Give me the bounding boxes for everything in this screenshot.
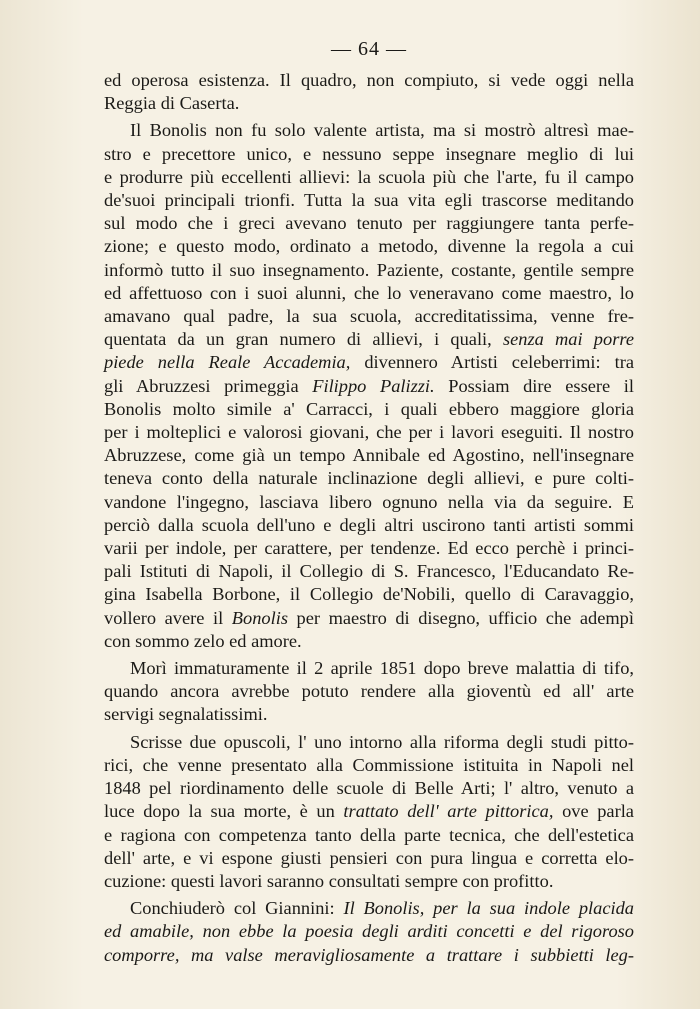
text-segment: Conchiuderò col Giannini: <box>130 898 344 919</box>
paragraph-1 <box>104 69 634 115</box>
text-line <box>104 800 634 823</box>
italic-text: trattato dell' arte pittorica, <box>343 801 554 822</box>
paragraph-4 <box>104 731 634 893</box>
text-line: con sommo zelo ed amore. <box>104 630 302 651</box>
text-line: per i molteplici e valorosi giovani, che per i lavori eseguiti. Il nostro <box>104 422 634 443</box>
paragraph-5 <box>104 897 634 967</box>
page-number: — 64 — <box>331 38 407 60</box>
text-line: cuzione: questi lavori saranno consultati sempre con profitto. <box>104 870 554 891</box>
paragraph-3 <box>104 657 634 727</box>
italic-text: ed amabile, non ebbe la poesia degli arditi concetti e del rigoroso <box>104 921 634 942</box>
italic-text: piede nella Reale Accademia, <box>104 352 351 373</box>
text-line: de'suoi principali trionfi. Tutta la sua vita egli trascorse meditando <box>104 190 634 211</box>
text-line: rici, che venne presentato alla Commissione istituita in Napoli nel <box>104 754 634 775</box>
text-line: stro e precettore unico, e nessuno seppe insegnare meglio di lui <box>104 143 634 164</box>
text-line <box>104 920 634 943</box>
text-segment: ove parla <box>553 801 634 822</box>
text-line: Morì immaturamente il 2 aprile 1851 dopo breve malattia di tifo, <box>130 658 634 679</box>
text-line <box>104 375 634 398</box>
text-segment: gli Abruzzesi primeggia <box>104 375 313 396</box>
text-line: pali Istituti di Napoli, il Collegio di S. Francesco, l'Educandato Re- <box>104 561 634 582</box>
italic-text: Il Bonolis, per la sua indole placida <box>343 898 634 919</box>
text-line: teneva conto della naturale inclinazione degli allievi, e pure colti- <box>104 468 634 489</box>
text-segment: per maestro di disegno, ufficio che adempì <box>287 607 634 628</box>
text-line: informò tutto il suo insegnamento. Paziente, costante, gentile sempre <box>104 259 634 280</box>
text-line: vandone l'ingegno, lasciava libero ognuno nella via da seguire. E <box>104 491 634 512</box>
text-line: Scrisse due opuscoli, l' uno intorno alla riforma degli studi pitto- <box>130 731 634 752</box>
text-segment: luce dopo la sua morte, è un <box>104 801 344 822</box>
italic-text: Bonolis <box>231 607 288 628</box>
text-line: 1848 pel riordinamento delle scuole di Belle Arti; l' altro, venuto a <box>104 778 634 799</box>
text-line: amavano qual padre, la sua scuola, accreditatissima, venne fre- <box>104 306 634 327</box>
text-line <box>104 897 634 920</box>
text-line: quando ancora avrebbe potuto rendere alla gioventù ed all' arte <box>104 681 634 702</box>
italic-text: senza mai porre <box>502 329 634 350</box>
text-line: zione; e questo modo, ordinato a metodo, divenne la regola a cui <box>104 236 634 257</box>
text-line: ed affettuoso con i suoi alunni, che lo veneravano come maestro, lo <box>104 282 634 303</box>
text-line: Reggia di Caserta. <box>104 93 240 114</box>
text-line: e produrre più eccellenti allievi: la scuola più che l'arte, fu il campo <box>104 166 634 187</box>
paragraph-2 <box>104 119 634 653</box>
text-line: gina Isabella Borbone, il Collegio de'Nobili, quello di Caravaggio, <box>104 584 634 605</box>
text-line: sul modo che i greci avevano tenuto per raggiungere tanta perfe- <box>104 213 634 234</box>
text-line: Abruzzese, come già un tempo Annibale ed Agostino, nell'insegnare <box>104 445 634 466</box>
text-segment: Possiam dire essere il <box>434 375 634 396</box>
text-line <box>104 328 634 351</box>
text-line: varii per indole, per carattere, per tendenze. Ed ecco perchè i princi- <box>104 538 634 559</box>
text-line <box>104 607 634 630</box>
text-line: Bonolis molto simile a' Carracci, i quali ebbero maggiore gloria <box>104 398 634 419</box>
text-line: perciò dalla scuola dell'uno e degli altri uscirono tanti artisti sommi <box>104 514 634 535</box>
text-line <box>104 351 634 374</box>
text-line: servigi segnalatissimi. <box>104 704 268 725</box>
italic-text: comporre, ma valse meravigliosamente a trattare i subbietti leg- <box>104 944 634 965</box>
text-line: Il Bonolis non fu solo valente artista, ma si mostrò altresì mae- <box>130 120 634 141</box>
text-segment: quentata da un gran numero di allievi, i quali, <box>104 329 503 350</box>
text-line: dell' arte, e vi espone giusti pensieri con pura lingua e corretta elo- <box>104 847 634 868</box>
body-text <box>104 69 634 967</box>
text-segment: vollero avere il <box>104 607 232 628</box>
text-line: ed operosa esistenza. Il quadro, non compiuto, si vede oggi nella <box>104 70 634 90</box>
text-segment: divennero Artisti celeberrimi: tra <box>350 352 634 373</box>
text-line <box>104 944 634 967</box>
text-line: e ragiona con competenza tanto della parte tecnica, che dell'estetica <box>104 824 634 845</box>
italic-text: Filippo Palizzi. <box>312 375 435 396</box>
